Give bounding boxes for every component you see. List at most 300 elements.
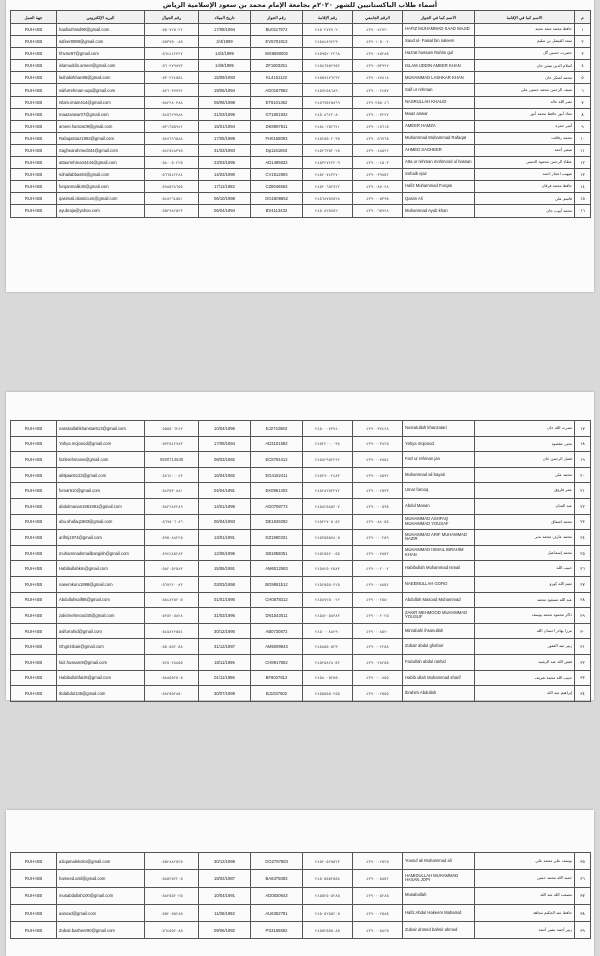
table-row bbox=[11, 904, 591, 921]
row-number-cell: ٣٥ bbox=[575, 853, 591, 870]
passport-name-cell: HAMIDULLAH MUHAMMAD HASAN JOPI bbox=[403, 870, 475, 887]
university-id-cell: ٤٣٩٠٠٠٢٥٥٠ bbox=[353, 592, 403, 608]
table-row bbox=[11, 887, 591, 904]
dob-cell: 17/11/1992 bbox=[199, 181, 251, 193]
email-cell: fazlerehmanw@gmail.com bbox=[57, 452, 145, 468]
iqama-cell: ٢٤٥٨٤٨٩٢٢٣٠ bbox=[303, 36, 353, 48]
dob-cell: 21/03/1996 bbox=[199, 108, 251, 120]
employer-cell: RUH-ISB bbox=[11, 193, 57, 205]
passport-name-cell: NAEEMULLAH GORO bbox=[403, 576, 475, 592]
table-row bbox=[11, 853, 591, 870]
passport-name-cell: Abdul Manan bbox=[403, 498, 475, 514]
iqama-name-cell: محمد علي bbox=[475, 467, 575, 483]
iqama-cell: ٢٤٥٢٥٥٠٢٠٣٥ bbox=[303, 132, 353, 144]
employer-cell: RUH-ISB bbox=[11, 452, 57, 468]
employer-cell: RUH-ISB bbox=[11, 60, 57, 72]
document-page-3 bbox=[6, 810, 594, 956]
employer-cell: RUH-ISB bbox=[11, 870, 57, 887]
passport-cell: AD0830643 bbox=[251, 887, 303, 904]
mobile-cell: ٠٥٩٨٥٢٨٦٥٥ bbox=[145, 181, 199, 193]
table-row bbox=[11, 576, 591, 592]
passport-cell: CV1512893 bbox=[251, 169, 303, 181]
dob-cell: 17/09/1994 bbox=[199, 436, 251, 452]
students-table-2 bbox=[10, 420, 591, 702]
dob-cell: 12/06/1996 bbox=[199, 545, 251, 561]
passport-name-cell: ISLAM UDDIN AMEER KHAN bbox=[403, 60, 475, 72]
row-number-cell: ٣٦ bbox=[575, 870, 591, 887]
mobile-cell: 0590714638 bbox=[145, 452, 199, 468]
mobile-cell: ٠٥٨٦٤٠٠٠٤٣ bbox=[145, 467, 199, 483]
email-cell: abu.shafaq1983@gmail.com bbox=[57, 514, 145, 530]
mobile-cell: ٠٥٦٧٢٢٠٠٨٣ bbox=[145, 576, 199, 592]
dob-cell: 31/12/1997 bbox=[199, 639, 251, 655]
dob-cell: 2/4/1999 bbox=[199, 36, 251, 48]
passport-cell: GG1809652 bbox=[251, 193, 303, 205]
iqama-name-cell: محمد أيوب خان bbox=[475, 205, 575, 217]
passport-name-cell: Faizullah abdul rashid bbox=[403, 654, 475, 670]
passport-name-cell: Zubair ahmed bahsir ahmed bbox=[403, 922, 475, 939]
passport-cell: DZ1980331 bbox=[251, 530, 303, 546]
mobile-cell: ٠٥٤٢٥٤٨٣٧٥ bbox=[145, 144, 199, 156]
row-number-cell: ٤ bbox=[575, 60, 591, 72]
table-row bbox=[11, 421, 591, 437]
employer-cell: RUH-ISB bbox=[11, 686, 57, 702]
iqama-cell: ٢٤٥٣٥٥٥٧٨٠٥ bbox=[303, 530, 353, 546]
iqama-name-cell: يحيى مقصود bbox=[475, 436, 575, 452]
iqama-cell: ٢٤٥٢٠٥٢٥٥٢٣ bbox=[303, 853, 353, 870]
row-number-cell: ٩ bbox=[575, 120, 591, 132]
passport-cell: PS3165682 bbox=[251, 922, 303, 939]
employer-cell: RUH-ISB bbox=[11, 96, 57, 108]
employer-cell: RUH-ISB bbox=[11, 514, 57, 530]
email-cell: islamuddin.ameer@gmail.com bbox=[57, 60, 145, 72]
passport-cell: ET8101362 bbox=[251, 96, 303, 108]
dob-cell: 10/04/1996 bbox=[199, 421, 251, 437]
dob-cell: 15/06/1991 bbox=[199, 561, 251, 577]
table-row bbox=[11, 670, 591, 686]
row-number-cell: ٦ bbox=[575, 84, 591, 96]
row-number-cell: ٥ bbox=[575, 72, 591, 84]
university-id-cell: ٤٣٩٠٠٠٢٤٥٧ bbox=[353, 84, 403, 96]
email-cell: qasimali.islamicum@gmail.com bbox=[57, 193, 145, 205]
email-cell: Habibullahfaiz8@gmail.com bbox=[57, 670, 145, 686]
table-row bbox=[11, 60, 591, 72]
iqama-name-cell: معاذ أنور حافظ محمد أنور bbox=[475, 108, 575, 120]
table-row bbox=[11, 120, 591, 132]
email-cell: furqanmalik40@gmail.com bbox=[57, 181, 145, 193]
iqama-cell: ٢٤٥٠٥٢٥٥٢٠٥ bbox=[303, 904, 353, 921]
passport-name-cell: Nusratullah khanzatari bbox=[403, 421, 475, 437]
iqama-cell: ٢٤٥٨٧٢٥٠٠٢٢ bbox=[303, 592, 353, 608]
column-header: الاسم كما في الإقامة bbox=[475, 11, 575, 24]
passport-name-cell: Hazrat hussain Rahim gul bbox=[403, 48, 475, 60]
iqama-name-cell: اسلام الدين تيمير خان bbox=[475, 60, 575, 72]
email-cell: saifurrehman-uqa@gmail.com bbox=[57, 84, 145, 96]
passport-cell: BA6375083 bbox=[251, 870, 303, 887]
column-header: الاسم كما في الجواز bbox=[403, 11, 475, 24]
dob-cell: 11/06/1992 bbox=[199, 904, 251, 921]
passport-cell: AG0167982 bbox=[251, 84, 303, 96]
iqama-name-cell: نصرت الله خان bbox=[475, 421, 575, 437]
mobile-cell: ٠٥٨٤٨٢٥٢٠٥ bbox=[145, 592, 199, 608]
mobile-cell: ٠٥٧٨٦٩٦٥٨٨ bbox=[145, 132, 199, 144]
iqama-name-cell: يوسف علي محمد علي bbox=[475, 853, 575, 870]
mobile-cell: ٠٥٥٠٧٢٥٠٢٢ bbox=[145, 24, 199, 36]
passport-name-cell: AMEER HAMZA bbox=[403, 120, 475, 132]
row-number-cell: ٢ bbox=[575, 36, 591, 48]
row-number-cell: ١٦ bbox=[575, 205, 591, 217]
employer-cell: RUH-ISB bbox=[11, 436, 57, 452]
iqama-name-cell: محمد اشفاق bbox=[475, 514, 575, 530]
row-number-cell: ٢٠ bbox=[575, 467, 591, 483]
passport-cell: SB1856051 bbox=[251, 545, 303, 561]
email-cell: Saghearahmed344@gmail.com bbox=[57, 144, 145, 156]
passport-name-cell: ZAKIR MEHMOOD MUHAMMAD YOUSUF bbox=[403, 608, 475, 624]
iqama-name-cell: حافظ عبد الحكيم مجاهد bbox=[475, 904, 575, 921]
dob-cell: 13/01/1991 bbox=[199, 530, 251, 546]
employer-cell: RUH-ISB bbox=[11, 205, 57, 217]
dob-cell: 14/3/1999 bbox=[199, 48, 251, 60]
mobile-cell: ٠٥٢٥٠٢٨٨٥٥ bbox=[145, 654, 199, 670]
iqama-cell: ٢٤٥٨٥٥٠٥٢٣٠ bbox=[303, 639, 353, 655]
mobile-cell: ٠٥٦٦٥٤٢٢٨٤ bbox=[145, 169, 199, 181]
mobile-cell: ٠٥٣٢٥٤٢٧٨٣ bbox=[145, 436, 199, 452]
passport-name-cell: NASRULLAH KHALID bbox=[403, 96, 475, 108]
dob-cell: 17/08/1994 bbox=[199, 24, 251, 36]
mobile-cell: ٠٥٨٢٥٥٢٨٥٠ bbox=[145, 686, 199, 702]
iqama-name-cell: عطاء الرحمن محمود الحسن bbox=[475, 157, 575, 169]
document-title: أسماء طلاب الباكستانيين للشهر ٢٠٢٠م بجامعة الإمام محمد بن سعود الإسلامية الرياض bbox=[162, 1, 438, 9]
table-row bbox=[11, 108, 591, 120]
mobile-cell: ٠٥٦٤٤٤٢٣٢٧ bbox=[145, 48, 199, 60]
dob-cell: 04/04/1991 bbox=[199, 483, 251, 499]
passport-cell: EV5701813 bbox=[251, 36, 303, 48]
email-cell: ali9jaan5123@gmail.com bbox=[57, 467, 145, 483]
dob-cell: 09/06/1992 bbox=[199, 922, 251, 939]
email-cell: zakirmehmood40@gmail.com bbox=[57, 608, 145, 624]
university-id-cell: ٤٣٩٠٠٠٣٢٢٧ bbox=[353, 108, 403, 120]
iqama-name-cell: سعد الفيصل بن سليم bbox=[475, 36, 575, 48]
university-id-cell: ٤٣٩٠٠٠٨٥٩٢ bbox=[353, 467, 403, 483]
iqama-name-cell: حبيب الله محمد شريف bbox=[475, 670, 575, 686]
mobile-cell: ٠٥٥٥٥٠٦٢٤٣ bbox=[145, 421, 199, 437]
table-row bbox=[11, 205, 591, 217]
table-row bbox=[11, 530, 591, 546]
employer-cell: RUH-ISB bbox=[11, 853, 57, 870]
mobile-cell: ٠٥٥٣٧٥٠٠٨٥ bbox=[145, 36, 199, 48]
email-cell: Islam.imam414@gmail.com bbox=[57, 96, 145, 108]
email-cell: faiz.hussam9@gmail.com bbox=[57, 654, 145, 670]
passport-cell: WS6890002 bbox=[251, 48, 303, 60]
mobile-cell: ٠٥٨٥٢٥٢٢٠٥ bbox=[145, 870, 199, 887]
dob-cell: 14/9/1995 bbox=[199, 60, 251, 72]
passport-cell: EC8794412 bbox=[251, 452, 303, 468]
iqama-name-cell: عبد المنان bbox=[475, 498, 575, 514]
dob-cell: 01/11/1996 bbox=[199, 670, 251, 686]
iqama-name-cell: حافظ محمد سعد مجيد bbox=[475, 24, 575, 36]
iqama-cell: ٢٤٥٢٧٠٠٢٤٨٣ bbox=[303, 467, 353, 483]
table-row bbox=[11, 467, 591, 483]
passport-cell: BJ1037602 bbox=[251, 686, 303, 702]
iqama-name-cell: صغير أحمد bbox=[475, 144, 575, 156]
table-row bbox=[11, 193, 591, 205]
mobile-cell: ٠٥٣١٦٥٥٩٤٢ bbox=[145, 120, 199, 132]
iqama-name-cell: مصعب الله عبد الله bbox=[475, 887, 575, 904]
row-number-cell: ١١ bbox=[575, 144, 591, 156]
email-cell: Rafaqatniaz1992@gmail.com bbox=[57, 132, 145, 144]
mobile-cell: ٠٥٨٢٢٨٠٣٨٨ bbox=[145, 96, 199, 108]
employer-cell: RUH-ISB bbox=[11, 904, 57, 921]
table-row bbox=[11, 686, 591, 702]
row-number-cell: ٢٢ bbox=[575, 498, 591, 514]
passport-name-cell: Muhammad Ayub khan bbox=[403, 205, 475, 217]
iqama-cell: ٢٤٥٢٦٣٥٢٠٢٥ bbox=[303, 144, 353, 156]
dob-cell: 01/01/1990 bbox=[199, 592, 251, 608]
passport-cell: FH0158093 bbox=[251, 132, 303, 144]
employer-cell: RUH-ISB bbox=[11, 181, 57, 193]
row-number-cell: ١٨ bbox=[575, 436, 591, 452]
passport-cell: CH0878312 bbox=[251, 592, 303, 608]
university-id-cell: ٤٣٩٠٠٦٥٩٢٨ bbox=[353, 205, 403, 217]
iqama-cell: ٢٤٥٢٥٨٢٨٠٥٢ bbox=[303, 654, 353, 670]
passport-cell: AD1495632 bbox=[251, 157, 303, 169]
passport-cell: DK8987811 bbox=[251, 120, 303, 132]
iqama-cell: ٢٤٥٤٠٢٥٢٦٢١ bbox=[303, 120, 353, 132]
employer-cell: RUH-ISB bbox=[11, 157, 57, 169]
mobile-cell: ٠٥٨٨٥٥٢٥٠٥ bbox=[145, 670, 199, 686]
iqama-cell: ٢٤٥٨٢٥٠٢٥٨٣ bbox=[303, 561, 353, 577]
passport-cell: DE1849292 bbox=[251, 514, 303, 530]
passport-name-cell: MUHAMMAD ASHFAQ MUHAMMAD YOUSAF bbox=[403, 514, 475, 530]
employer-cell: RUH-ISB bbox=[11, 467, 57, 483]
table-row bbox=[11, 608, 591, 624]
iqama-cell: ٢٤٥٠٠٠٧٣٧٤٠ bbox=[303, 421, 353, 437]
iqama-name-cell: محمد إسماعيل bbox=[475, 545, 575, 561]
passport-name-cell: Saud ul- Faisal bin saleem bbox=[403, 36, 475, 48]
table-row bbox=[11, 452, 591, 468]
iqama-name-cell: محمد عارف محمد نذير bbox=[475, 530, 575, 546]
passport-name-cell: MUHAMMAD ISMAIL IBRAHIM KHAN bbox=[403, 545, 475, 561]
mobile-cell: ٠٥٨٠٠٥٠٢٢٥ bbox=[145, 157, 199, 169]
iqama-cell: ٢٤٥٢٨٢٥٣٢٧٢ bbox=[303, 483, 353, 499]
employer-cell: RUH-ISB bbox=[11, 498, 57, 514]
email-cell: Zubair.basheer90@gmail.com bbox=[57, 922, 145, 939]
employer-cell: RUH-ISB bbox=[11, 887, 57, 904]
dob-cell: 15/01/1994 bbox=[199, 120, 251, 132]
dob-cell: 23/03/1995 bbox=[199, 157, 251, 169]
university-id-cell: ٤٣٩٠٠٠٠٢٥٩ bbox=[353, 530, 403, 546]
iqama-cell: ٢٤٥٢٠٦٥٢٧٢٢ bbox=[303, 181, 353, 193]
row-number-cell: ٢٥ bbox=[575, 545, 591, 561]
email-cell: asifurrahid@gmail.com bbox=[57, 623, 145, 639]
iqama-name-cell: مرزا بهادر احسان الله bbox=[475, 623, 575, 639]
table-row bbox=[11, 623, 591, 639]
table-row bbox=[11, 561, 591, 577]
mobile-cell: ٠٥٧٦٠٣٧٧٩٢ bbox=[145, 84, 199, 96]
table-row bbox=[11, 84, 591, 96]
table-row bbox=[11, 157, 591, 169]
table-row bbox=[11, 24, 591, 36]
row-number-cell: ١٩ bbox=[575, 452, 591, 468]
mobile-cell: ٠٥٥٢٩٨٢٥٢٣ bbox=[145, 205, 199, 217]
row-number-cell: ١٠ bbox=[575, 132, 591, 144]
university-id-cell: ٤٣٩٠٠١٥٦١٥ bbox=[353, 120, 403, 132]
university-id-cell: ٤٣٩٠٠٠٢٢٥٨ bbox=[353, 639, 403, 655]
employer-cell: RUH-ISB bbox=[11, 654, 57, 670]
university-id-cell: ٤٣٩٠٠٤٧٨١٨ bbox=[353, 72, 403, 84]
university-id-cell: ٤٣٩٠٠٥٣٩٢٧ bbox=[353, 60, 403, 72]
iqama-cell: ٢٤٥٢٢٧٠٥٠٥٢ bbox=[303, 514, 353, 530]
university-id-cell: ٤٣٩٠٠٠٠٥٩٥ bbox=[353, 498, 403, 514]
email-cell: maazanwar07@gmail.com bbox=[57, 108, 145, 120]
table-row bbox=[11, 48, 591, 60]
email-cell: hameed.aml@gmail.com bbox=[57, 870, 145, 887]
column-header: رقم الإقامة bbox=[303, 11, 353, 24]
row-number-cell: ١٤ bbox=[575, 181, 591, 193]
dob-cell: 16/04/1992 bbox=[199, 467, 251, 483]
passport-cell: AU6352791 bbox=[251, 904, 303, 921]
table-row bbox=[11, 36, 591, 48]
dob-cell: 06/04/1994 bbox=[199, 205, 251, 217]
employer-cell: RUH-ISB bbox=[11, 922, 57, 939]
university-id-cell: ٤٣٩٠١٠٥٠٠٢ bbox=[353, 36, 403, 48]
row-number-cell: ٣١ bbox=[575, 639, 591, 655]
passport-name-cell: Saif ur rehman bbox=[403, 84, 475, 96]
iqama-cell: ٢٤٥٢٢٠٠٠٠٣٨ bbox=[303, 436, 353, 452]
iqama-name-cell: فضل الرحمن جان bbox=[475, 452, 575, 468]
email-cell: hhvrar97@gmail.com bbox=[57, 48, 145, 60]
column-header: م bbox=[575, 11, 591, 24]
mobile-cell: ٠٥٤٥٨٢٢٥٥٤ bbox=[145, 623, 199, 639]
employer-cell: RUH-ISB bbox=[11, 592, 57, 608]
column-header: الرقم الجامعي bbox=[353, 11, 403, 24]
iqama-cell: ٢٤٥٥٢٥٠٥٢٨٥ bbox=[303, 887, 353, 904]
iqama-cell: ٢٤٥٠٨٢٥٧٥٢٠ bbox=[303, 205, 353, 217]
dob-cell: 06/06/1998 bbox=[199, 96, 251, 108]
university-id-cell: ٤٣٩٠٠٠٥٨٢٥ bbox=[353, 922, 403, 939]
email-cell: Habibullahkm@gmail.com bbox=[57, 561, 145, 577]
university-id-cell: ٤٣٩٠٠٠٢٥٣٣ bbox=[353, 483, 403, 499]
university-id-cell: ٤٣٩٠٠٠٥٨٥٢ bbox=[353, 870, 403, 887]
passport-cell: KL4151122 bbox=[251, 72, 303, 84]
mobile-cell: ٠٥٦٤٥٥٢٠٨٥ bbox=[145, 922, 199, 939]
iqama-cell: ٢٤٥٣٢٧٢٢٢٠٩ bbox=[303, 157, 353, 169]
students-table-1 bbox=[10, 10, 591, 218]
mobile-cell: ٠٥٨٢٥٥٢٠٢٥ bbox=[145, 887, 199, 904]
university-id-cell: ٤٣٩٠٠٠٢٠٢٥ bbox=[353, 608, 403, 624]
table-row bbox=[11, 132, 591, 144]
employer-cell: RUH-ISB bbox=[11, 608, 57, 624]
email-cell: sohailabbas84@gmail.com bbox=[57, 169, 145, 181]
passport-cell: GT1801932 bbox=[251, 108, 303, 120]
employer-cell: RUH-ISB bbox=[11, 670, 57, 686]
row-number-cell: ٢١ bbox=[575, 483, 591, 499]
dob-cell: 06/04/1993 bbox=[199, 514, 251, 530]
university-id-cell: ٤٣٩٠٠٠٢٥٢٥ bbox=[353, 853, 403, 870]
passport-name-cell: Sohaib ejaz bbox=[403, 169, 475, 181]
iqama-name-cell: عمر فاروق bbox=[475, 483, 575, 499]
passport-name-cell: AHMED SAGHEER bbox=[403, 144, 475, 156]
iqama-name-cell: ذاكر محمود محمد يوسف bbox=[475, 608, 575, 624]
row-number-cell: ١٢ bbox=[575, 157, 591, 169]
passport-cell: CZ8046663 bbox=[251, 181, 303, 193]
mobile-cell: ٠٥٢٥٢٠٥٨٢٨ bbox=[145, 608, 199, 624]
iqama-cell: ٢٤٥٠٨٦٢٢٠٨٠ bbox=[303, 108, 353, 120]
passport-name-cell: MUHAMMAD LASHKAR KHAN bbox=[403, 72, 475, 84]
dob-cell: 19/05/1994 bbox=[199, 84, 251, 96]
row-number-cell: ٣٧ bbox=[575, 887, 591, 904]
email-cell: lashakirkhan95@gmail.com bbox=[57, 72, 145, 84]
university-id-cell: ٤٣٩٠٠٠٨٥٢٠ bbox=[353, 623, 403, 639]
iqama-cell: ٢٤٥٨٢٩٥٢٢٩٢ bbox=[303, 452, 353, 468]
employer-cell: RUH-ISB bbox=[11, 132, 57, 144]
iqama-cell: ٢٤٥٠٢٧٧٧٠٢٠ bbox=[303, 24, 353, 36]
email-cell: muhammadsmailbangish@gmail.com bbox=[57, 545, 145, 561]
passport-cell: AG0708772 bbox=[251, 498, 303, 514]
mobile-cell: ٠٥٦٩٥٠٦٠٨٦ bbox=[145, 514, 199, 530]
passport-name-cell: Musabullah bbox=[403, 887, 475, 904]
table-row bbox=[11, 436, 591, 452]
university-id-cell: ٤٣٩٠٠٠٧٨٥٢ bbox=[353, 545, 403, 561]
email-cell: aziqamalekoko@gmail.com bbox=[57, 853, 145, 870]
iqama-cell: ٢٤٥٠٥٥٥٢٥٥٨ bbox=[303, 870, 353, 887]
table-row bbox=[11, 72, 591, 84]
row-number-cell: ٣٩ bbox=[575, 922, 591, 939]
row-number-cell: ٣٢ bbox=[575, 654, 591, 670]
passport-name-cell: HAFIZ MUHAMMAD SAAD MAJID bbox=[403, 24, 475, 36]
dob-cell: 18/11/1996 bbox=[199, 654, 251, 670]
mobile-cell: ٠٥٣٠٢٢٤٥٥٤ bbox=[145, 72, 199, 84]
university-id-cell: ٤٣٩٠٠٣٧٤٢٨ bbox=[353, 421, 403, 437]
iqama-cell: ٢٤٥٩٥٢٠٢٢٦٨ bbox=[303, 48, 353, 60]
iqama-cell: ٢٤٥٨٢٥٨٥٢٠٧ bbox=[303, 498, 353, 514]
email-cell: arifmj1974@gmail.com bbox=[57, 530, 145, 546]
email-cell: safeer8098@gmail.com bbox=[57, 36, 145, 48]
employer-cell: RUH-ISB bbox=[11, 421, 57, 437]
row-number-cell: ٢٣ bbox=[575, 514, 591, 530]
email-cell: naeemkoru1998@gmail.com bbox=[57, 576, 145, 592]
column-header: جهة العمل bbox=[11, 11, 57, 24]
passport-cell: BV4113432 bbox=[251, 205, 303, 217]
iqama-name-cell: فيض الله عبد الرشيد bbox=[475, 654, 575, 670]
university-id-cell: ٤٣٩٠٠٤٢٧٢٠ bbox=[353, 24, 403, 36]
table-row bbox=[11, 169, 591, 181]
passport-name-cell: Qasim Ali bbox=[403, 193, 475, 205]
row-number-cell: ٣٣ bbox=[575, 670, 591, 686]
university-id-cell: ٤٣٩٠٠٤٨٥٢٢ bbox=[353, 144, 403, 156]
row-number-cell: ١٥ bbox=[575, 193, 591, 205]
university-id-cell: ٤٣٩٠٠٠٤٥٠٣ bbox=[353, 157, 403, 169]
mobile-cell: ٠٥٤٣٥٣٠٨٨١ bbox=[145, 483, 199, 499]
university-id-cell: ٤٣٩٠٠٠٢٠٠٢ bbox=[353, 561, 403, 577]
iqama-name-cell: زبير عبد الغفور bbox=[475, 639, 575, 655]
row-number-cell: ٨ bbox=[575, 108, 591, 120]
row-number-cell: ٣ bbox=[575, 48, 591, 60]
iqama-cell: ٢٤٥٢٠٧٤٣٢٧٠ bbox=[303, 169, 353, 181]
employer-cell: RUH-ISB bbox=[11, 108, 57, 120]
dob-cell: 06/10/1998 bbox=[199, 193, 251, 205]
email-cell: Yahya.mojoood@gmail.com bbox=[57, 436, 145, 452]
passport-name-cell: Atta ur rehman mohmood ul hassan bbox=[403, 157, 475, 169]
dob-cell: 14/03/1990 bbox=[199, 169, 251, 181]
document-page-2 bbox=[6, 392, 594, 700]
iqama-cell: ٢٤٥٨٦٥٥٢٩٥٢ bbox=[303, 60, 353, 72]
row-number-cell: ٧ bbox=[575, 96, 591, 108]
passport-name-cell: Mirzabahi ihsanullah bbox=[403, 623, 475, 639]
table-row bbox=[11, 498, 591, 514]
passport-cell: AM5099843 bbox=[251, 639, 303, 655]
employer-cell: RUH-ISB bbox=[11, 24, 57, 36]
